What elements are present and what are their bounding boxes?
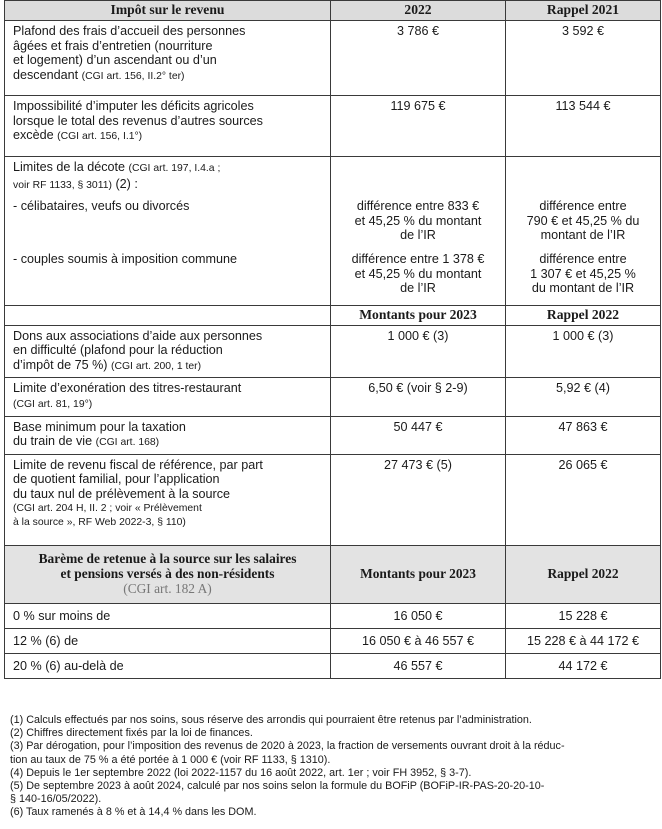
label-line: Dons aux associations d’aide aux personnes [13,328,263,343]
value-line: montant de l’IR [540,228,626,243]
subheader-row [5,305,661,325]
value-2022 [331,249,506,305]
label-line: Base minimum pour la taxation [13,419,186,434]
value-2022: 15 228 € à 44 172 € [506,628,661,653]
row-label: - célibataires, veufs ou divorcés [5,196,331,249]
value-line: différence entre [539,252,627,267]
header-year-2022: 2022 [331,1,506,21]
value-line: 790 € et 45,25 % du [526,213,640,228]
header-row [5,1,661,21]
label-line: âgées et frais d’entretien (nourriture [13,38,213,53]
value-2023: 50 447 € [331,416,506,454]
value-2023: 27 473 € (5) [331,454,506,545]
legal-reference: (CGI art. 204 H, II. 2 ; voir « Prélèvement [13,502,202,514]
label-line: excède [13,128,54,143]
row-label [5,416,331,454]
value-2021 [506,196,661,249]
table-row [5,21,661,96]
footnotes [10,714,656,820]
table-row [5,628,661,653]
income-tax-table [4,0,661,679]
label-line: lorsque le total des revenus d’autres sources [13,113,263,128]
table-row [5,603,661,628]
row-label [5,325,331,378]
footnote: (3) Par dérogation, pour l’imposition des revenus de 2020 à 2023, la fraction de versements ouvrant droit à la réduc- [10,740,565,753]
decote-title [5,157,331,197]
value-2022: 15 228 € [506,603,661,628]
label-line: Limites de la décote [13,160,126,174]
value-line: du montant de l’IR [531,281,635,296]
header-reminder-2021: Rappel 2021 [506,1,661,21]
legal-reference: (CGI art. 200, 1 ter) [111,360,202,372]
decote-title-row [5,157,661,197]
row-label [5,378,331,416]
table-row [5,378,661,416]
value-line: 1 307 € et 45,25 % [530,266,636,281]
empty-cell [506,157,661,197]
row-label: 12 % (6) de [5,628,331,653]
empty-cell [331,157,506,197]
value-2023: 1 000 € (3) [331,325,506,378]
value-2022: 47 863 € [506,416,661,454]
bareme-title [5,545,331,603]
header-reminder-2022: Rappel 2022 [506,305,661,325]
value-2022: 26 065 € [506,454,661,545]
decote-couple-row [5,249,661,305]
label-line: en difficulté (plafond pour la réduction [13,343,223,358]
legal-reference: voir RF 1133, § 3011) [13,179,112,191]
label-line: d’impôt de 75 %) [13,357,108,372]
legal-reference: (CGI art. 156, I.1°) [57,131,143,143]
footnote: (5) De septembre 2023 à août 2024, calculé par nos soins selon la formule du BOFiP (BOFiP-IR-PAS-20-20-10- [10,780,545,793]
label-line: et pensions versés à des non-résidents [60,566,275,582]
value-line: de l’IR [400,281,436,296]
label-line: Plafond des frais d’accueil des personnes [13,24,246,38]
value-line: différence entre 833 € [356,199,480,214]
label-line: Limite d’exonération des titres-restaurant [13,381,242,396]
label-line: Limite de revenu fiscal de référence, par part [13,457,263,472]
row-label [5,454,331,545]
tax-table-sheet [4,0,660,679]
legal-reference: (CGI art. 156, II.2° ter) [81,70,185,82]
value-line: et 45,25 % du montant [354,213,482,228]
value-2022: 44 172 € [506,653,661,678]
table-row [5,454,661,545]
row-label [5,96,331,157]
label-line: de quotient familial, pour l’application [13,472,220,487]
value-2022: 1 000 € (3) [506,325,661,378]
decote-single-row [5,196,661,249]
value-2021: 113 544 € [506,96,661,157]
value-line: et 45,25 % du montant [354,266,482,281]
header-income-tax: Impôt sur le revenu [5,1,331,21]
header-amounts-2023: Montants pour 2023 [331,545,506,603]
value-2022: 5,92 € (4) [506,378,661,416]
label-line: Impossibilité d’imputer les déficits agricoles [13,99,254,113]
value-2023: 16 050 € [331,603,506,628]
value-line: différence entre 1 378 € [351,252,485,267]
footnote: (1) Calculs effectués par nos soins, sous réserve des arrondis qui pourraient être retenus par l’administration. [10,714,532,726]
label-line: (2) : [115,176,138,191]
legal-reference: (CGI art. 168) [95,437,160,449]
row-label [5,21,331,96]
bareme-header-row [5,545,661,603]
value-line: de l’IR [400,228,436,243]
value-2021: 3 592 € [506,21,661,96]
footnote: (6) Taux ramenés à 8 % et à 14,4 % dans les DOM. [10,806,257,819]
value-2022: 119 675 € [331,96,506,157]
header-reminder-2022: Rappel 2022 [506,545,661,603]
header-amounts-2023: Montants pour 2023 [331,305,506,325]
table-row [5,325,661,378]
label-line: Barème de retenue à la source sur les salaires [38,551,297,567]
label-line: et logement) d’un ascendant ou d’un [13,53,217,68]
footnote: (4) Depuis le 1er septembre 2022 (loi 2022-1157 du 16 août 2022, art. 1er ; voir FH 3952, § 3-7). [10,766,472,779]
value-line: différence entre [539,199,627,214]
table-row [5,653,661,678]
value-2023: 6,50 € (voir § 2-9) [331,378,506,416]
value-2022: 3 786 € [331,21,506,96]
value-2022 [331,196,506,249]
legal-reference: (CGI art. 197, I.4.a ; [128,163,221,174]
table-row [5,416,661,454]
table-row [5,96,661,157]
legal-reference: (CGI art. 182 A) [123,580,212,596]
label-line: du train de vie [13,434,93,449]
footnote: § 140-16/05/2022). [10,793,102,806]
value-2021 [506,249,661,305]
empty-cell [5,305,331,325]
legal-reference: (CGI art. 81, 19°) [13,399,93,411]
label-line: du taux nul de prélèvement à la source [13,487,231,502]
value-2023: 16 050 € à 46 557 € [331,628,506,653]
value-2023: 46 557 € [331,653,506,678]
row-label: 20 % (6) au-delà de [5,653,331,678]
row-label: - couples soumis à imposition commune [5,249,331,305]
row-label: 0 % sur moins de [5,603,331,628]
label-line: descendant [13,67,79,82]
footnote: (2) Chiffres directement fixés par la loi de finances. [10,727,253,740]
footnote: tion au taux de 75 % a été portée à 1 000 € (voir RF 1133, § 1310). [10,753,331,766]
legal-reference: à la source », RF Web 2022-3, § 110) [13,517,186,529]
